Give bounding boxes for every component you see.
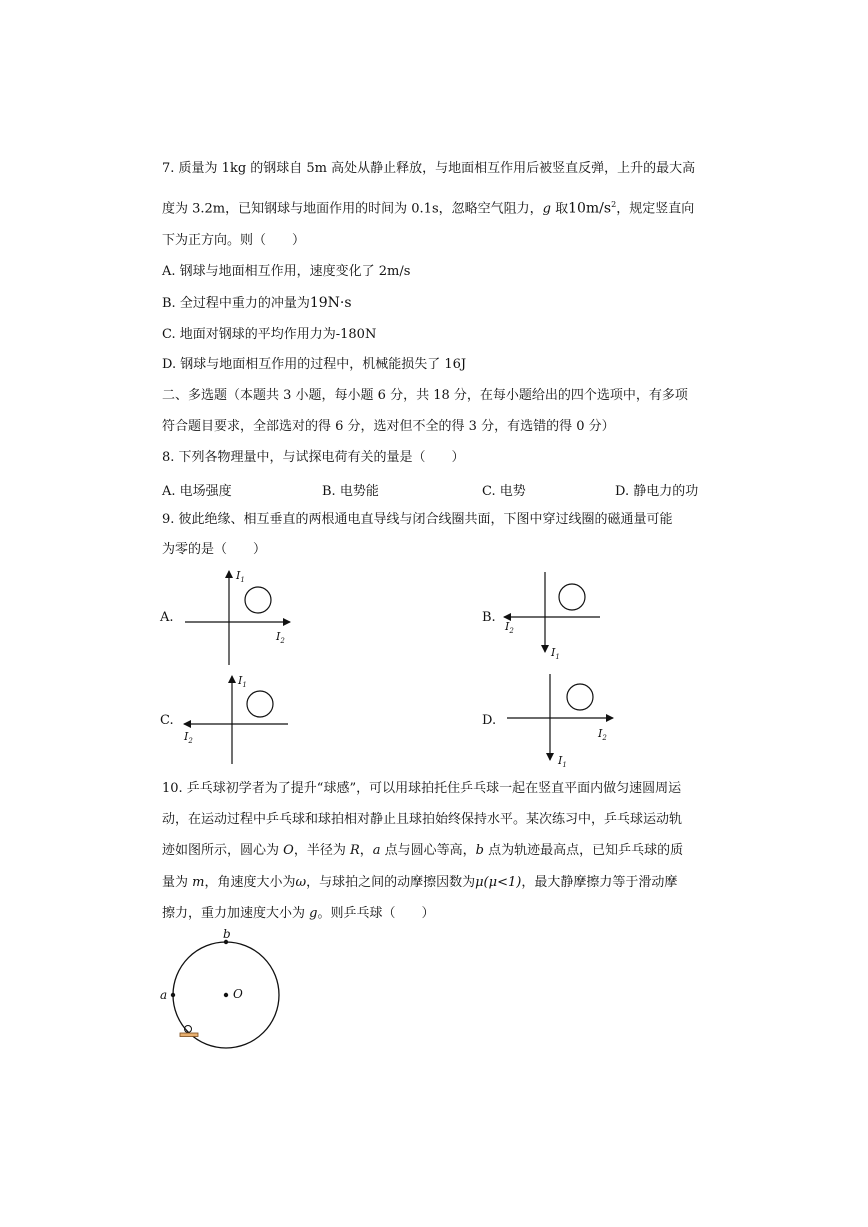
q10-line-1: 10. 乒乓球初学者为了提升“球感”，可以用球拍托住乒乓球一起在竖直平面内做匀速圆周运 [162,781,682,796]
section2-line-2: 符合题目要求，全部选对的得 6 分，选对但不全的得 3 分，有选错的得 0 分） [162,419,615,434]
q8-option-b[interactable]: B. 电势能 [322,484,379,499]
q10-line-5 [162,905,434,923]
q9-figure-d-label[interactable]: D. [482,713,497,728]
q10-l3-c: ， [359,843,373,858]
q9c-i1-label: $I_1$ [238,674,247,689]
q7-option-a[interactable] [162,263,410,281]
q9-line-1: 9. 彼此绝缘、相互垂直的两根通电直导线与闭合线圈共面，下图中穿过线圈的磁通量可能 [162,512,673,527]
q7-g-symbol: g [542,201,551,217]
q7-option-c-text: C. 地面对钢球的平均作用力为-180N [162,327,377,342]
q7-g-exponent: 2 [611,200,617,209]
q9-figure-b-label[interactable]: B. [482,610,496,625]
q10-center-point [224,993,228,997]
q9b-i1-label: $I_1$ [551,646,560,661]
q9-figure-a-label[interactable]: A. [160,610,174,625]
q10-label-b: b [223,927,231,941]
q10-label-a: a [160,988,168,1002]
section2-line-1: 二、多选题（本题共 3 小题，每小题 6 分，共 18 分，在每小题给出的四个选项中，有多项 [162,388,688,403]
q9-figure-c-label[interactable]: C. [160,713,174,728]
q9c-coil [247,691,273,717]
q10-l3-e: 点为轨迹最高点，已知乒乓球的质 [484,843,684,858]
q9a-i1-label: $I_1$ [236,569,245,584]
q10-l3-b: ，半径为 [293,843,350,858]
q10-paddle [180,1033,198,1037]
q7-line-2 [162,196,694,218]
q10-l5-a: 擦力，重力加速度大小为 [162,906,310,921]
q10-l5-b: 。则乒乓球（ ） [317,906,435,921]
q10-l4-c: ，与球拍之间的动摩擦因数为 [306,875,476,890]
q9-figure-c [180,672,295,767]
q10-l4-b: ，角速度大小为 [204,875,296,890]
q10-line-2: 动，在运动过程中乒乓球和球拍相对静止且球拍始终保持水平。某次练习中，乒乓球运动轨 [162,812,683,827]
q7-line-2-text-c: ，规定竖直向 [616,201,695,217]
q10-l4-a: 量为 [162,875,193,890]
q9b-coil [559,584,585,610]
q7-option-d[interactable] [162,356,466,374]
q8-option-a[interactable]: A. 电场强度 [162,484,232,499]
q9d-i2-label: $I_2$ [598,727,607,742]
q7-g-value: 10m/s [568,200,612,217]
q9-figure-d [505,672,620,772]
q10-sym-r: R [349,843,360,858]
q10-label-o: O [233,987,243,1001]
q10-sym-o: O [283,843,294,858]
q9d-coil [567,684,593,710]
q7-option-b-math: 19N·s [309,295,352,311]
q10-line-3 [162,842,683,860]
q8-options [162,480,722,498]
q7-option-d-text: D. 钢球与地面相互作用的过程中，机械能损失了 16J [162,357,467,372]
q9a-coil [245,587,271,613]
q7-option-a-text: A. 钢球与地面相互作用，速度变化了 2m/s [162,264,411,279]
q9-figure-a [180,565,300,670]
q10-sym-a: a [372,843,381,858]
q10-line-4 [162,874,677,892]
q9b-i2-label: $I_2$ [505,620,514,635]
q10-point-a [171,993,175,997]
q10-sym-omega: ω [295,875,307,890]
q10-sym-b: b [475,843,484,858]
q9a-i2-label: $I_2$ [276,630,285,645]
q9c-i2-label: $I_2$ [184,730,193,745]
q10-l4-d: ，最大静摩擦力等于滑动摩 [521,875,678,890]
q7-option-c[interactable] [162,326,376,344]
q10-sym-g: g [309,906,318,921]
q7-option-b-text: B. 全过程中重力的冲量为 [162,296,310,311]
q9-figure-b [500,570,610,665]
q7-line-2-text-b: 取 [550,201,569,217]
q10-l3-a: 迹如图所示，圆心为 [162,843,284,858]
q8-option-d[interactable]: D. 静电力的功 [615,484,699,499]
q8-stem: 8. 下列各物理量中，与试探电荷有关的量是（ ） [162,450,465,465]
q7-line-3: 下为正方向。则（ ） [162,233,306,248]
q10-figure [155,925,295,1055]
q10-sym-m: m [192,875,205,890]
q10-sym-mu: μ(μ<1) [475,875,522,890]
q9-line-2: 为零的是（ ） [162,542,267,557]
q9d-i1-label: $I_1$ [558,754,567,769]
q10-l3-d: 点与圆心等高， [380,843,476,858]
q7-option-b[interactable] [162,294,352,313]
q7-line-2-text-a: 度为 3.2m，已知钢球与地面作用的时间为 0.1s，忽略空气阻力， [162,201,543,217]
q7-line-1: 7. 质量为 1kg 的钢球自 5m 高处从静止释放，与地面相互作用后被竖直反弹，上升的最大高 [162,161,696,176]
q8-option-c[interactable]: C. 电势 [482,484,526,499]
